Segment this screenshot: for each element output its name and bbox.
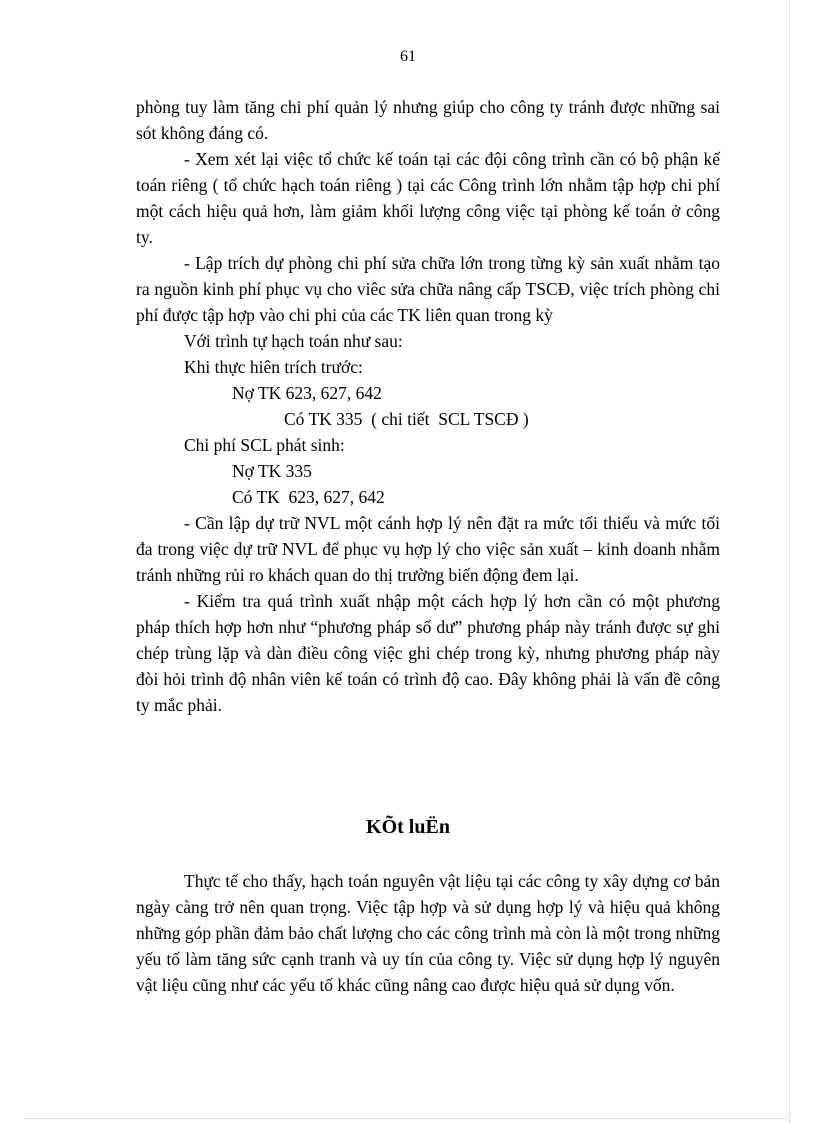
paragraph-inventory-check: - Kiểm tra quá trình xuất nhập một cách hợp lý hơn cần có một phương pháp thích hợp hơn như “phương pháp số dư” phương pháp này tránh được sự ghi chép trùng lặp và dàn điều công việc ghi chép trong kỳ, nhưng phương pháp này đòi hỏi trình độ nhân viên kế toán có trình độ cao. Đây không phải là vấn đề công ty mắc phải. — [136, 591, 720, 715]
entry-credit-1: Có TK 335 ( chi tiết SCL TSCĐ ) — [284, 409, 529, 429]
conclusion-text — [136, 868, 720, 998]
body-text — [136, 94, 720, 718]
paragraph-continuation: phòng tuy làm tăng chi phí quản lý nhưng giúp cho công ty tránh được những sai sót không đáng có. — [136, 97, 720, 143]
entry-incurred-label: Chi phí SCL phát sinh: — [184, 435, 345, 455]
paragraph-conclusion: Thực tế cho thấy, hạch toán nguyên vật liệu tại các công ty xây dựng cơ bản ngày càng trở nên quan trọng. Việc tập hợp và sử dụng hợp lý và hiệu quả không những góp phần đảm bảo chất lượng cho các công trình mà còn là một trong những yếu tố làm tăng sức cạnh tranh và uy tín của công ty. Việc sử dụng hợp lý nguyên vật liệu cũng như các yếu tố khác cũng nâng cao được hiệu quả sử dụng vốn. — [136, 871, 720, 995]
paragraph-repair-provision: - Lập trích dự phòng chi phí sửa chữa lớn trong từng kỳ sản xuất nhằm tạo ra nguồn kinh phí phục vụ cho viêc sửa chữa nâng cấp TSCĐ, việc trích phòng chi phí được tập hợp vào chi phi của các TK liên quan trong kỳ — [136, 253, 720, 325]
paragraph-material-reserve: - Cần lập dự trữ NVL một cánh hợp lý nên đặt ra mức tối thiểu và mức tối đa trong việc dự trữ NVL để phục vụ hợp lý cho việc sản xuất – kinh doanh nhằm tránh những rủi ro khách quan do thị trường biến động đem lại. — [136, 513, 720, 585]
entry-advance-label: Khi thực hiên trích trước: — [184, 357, 363, 377]
entry-debit-1: Nợ TK 623, 627, 642 — [232, 383, 382, 403]
page-border-right — [789, 0, 790, 1123]
entry-debit-2: Nợ TK 335 — [232, 461, 312, 481]
paragraph-accounting-organization: - Xem xét lại việc tổ chức kế toán tại các đội công trình cần có bộ phận kế toán riêng ( tổ chức hạch toán riêng ) tại các Công trình lớn nhằm tập hợp chi phí một cách hiệu quả hơn, làm giảm khối lượng công việc tại phòng kế toán ở công ty. — [136, 149, 720, 247]
page-number: 61 — [400, 48, 416, 65]
section-heading: KÕt luËn — [366, 816, 450, 838]
entry-credit-2: Có TK 623, 627, 642 — [232, 487, 385, 507]
page-border-bottom — [26, 1118, 790, 1119]
entry-intro: Với trình tự hạch toán như sau: — [184, 331, 403, 351]
